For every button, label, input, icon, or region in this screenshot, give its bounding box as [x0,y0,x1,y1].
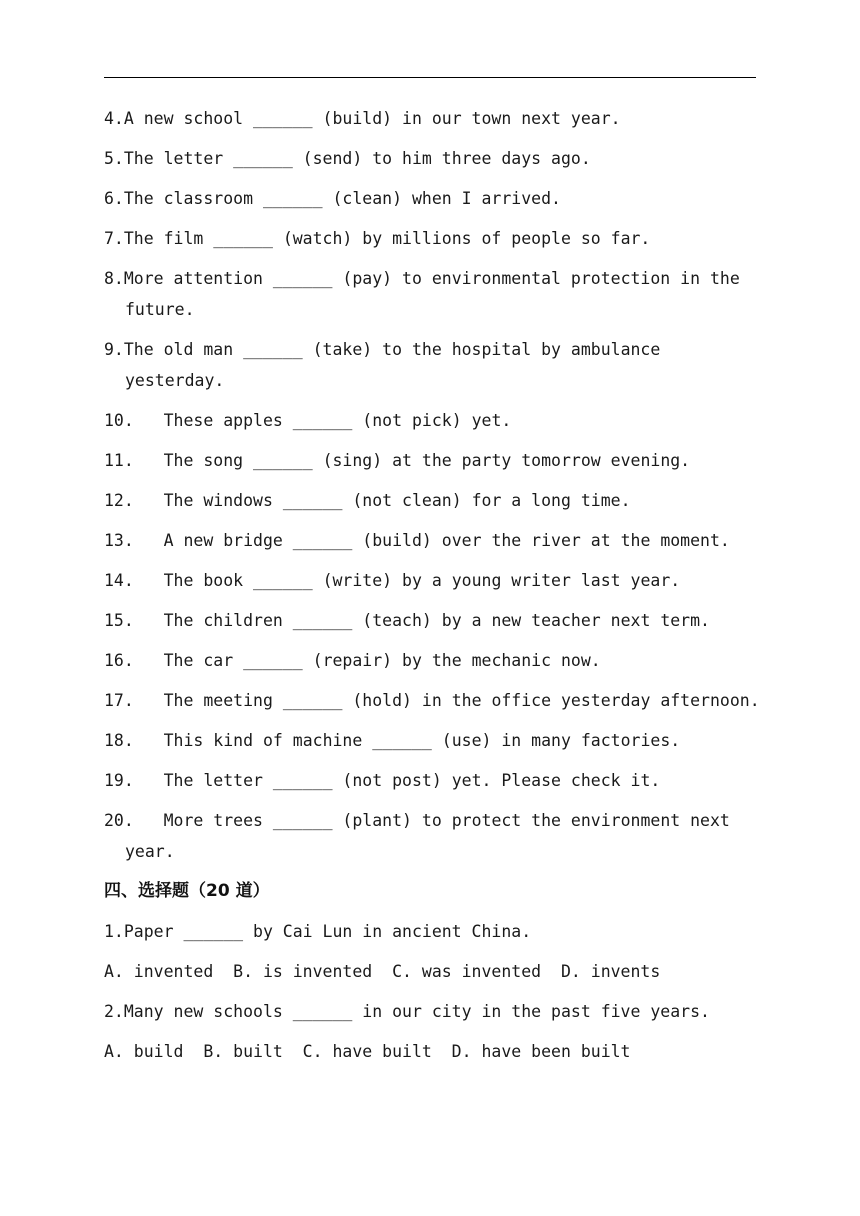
fill-item-19: 19. The letter ______ (not post) yet. Please check it. [104,771,661,790]
fill-item-5: 5.The letter ______ (send) to him three days ago. [104,149,591,168]
choice-question-2: 2.Many new schools ______ in our city in the past five years. [104,1002,710,1021]
choice-options-2: A. build B. built C. have built D. have been built [104,1042,631,1061]
fill-item-15: 15. The children ______ (teach) by a new teacher next term. [104,611,710,630]
fill-item-7: 7.The film ______ (watch) by millions of people so far. [104,229,651,248]
fill-item-6: 6.The classroom ______ (clean) when I arrived. [104,189,561,208]
fill-item-13: 13. A new bridge ______ (build) over the river at the moment. [104,531,730,550]
fill-item-12: 12. The windows ______ (not clean) for a long time. [104,491,631,510]
choice-options-1: A. invented B. is invented C. was invented D. invents [104,962,661,981]
fill-item-4: 4.A new school ______ (build) in our town next year. [104,109,621,128]
fill-item-8: 8.More attention ______ (pay) to environmental protection in the future. [104,269,750,319]
fill-item-18: 18. This kind of machine ______ (use) in many factories. [104,731,681,750]
fill-item-16: 16. The car ______ (repair) by the mechanic now. [104,651,601,670]
fill-item-11: 11. The song ______ (sing) at the party tomorrow evening. [104,451,691,470]
fill-item-9: 9.The old man ______ (take) to the hospital by ambulance yesterday. [104,340,671,390]
fill-item-17: 17. The meeting ______ (hold) in the office yesterday afternoon. [104,691,760,710]
section-heading: 四、选择题（20 道） [104,881,270,901]
header-rule [104,77,756,78]
fill-item-10: 10. These apples ______ (not pick) yet. [104,411,512,430]
fill-item-20: 20. More trees ______ (plant) to protect the environment next year. [104,811,740,861]
document-content [104,103,760,1076]
choice-question-1: 1.Paper ______ by Cai Lun in ancient China. [104,922,532,941]
fill-item-14: 14. The book ______ (write) by a young writer last year. [104,571,681,590]
